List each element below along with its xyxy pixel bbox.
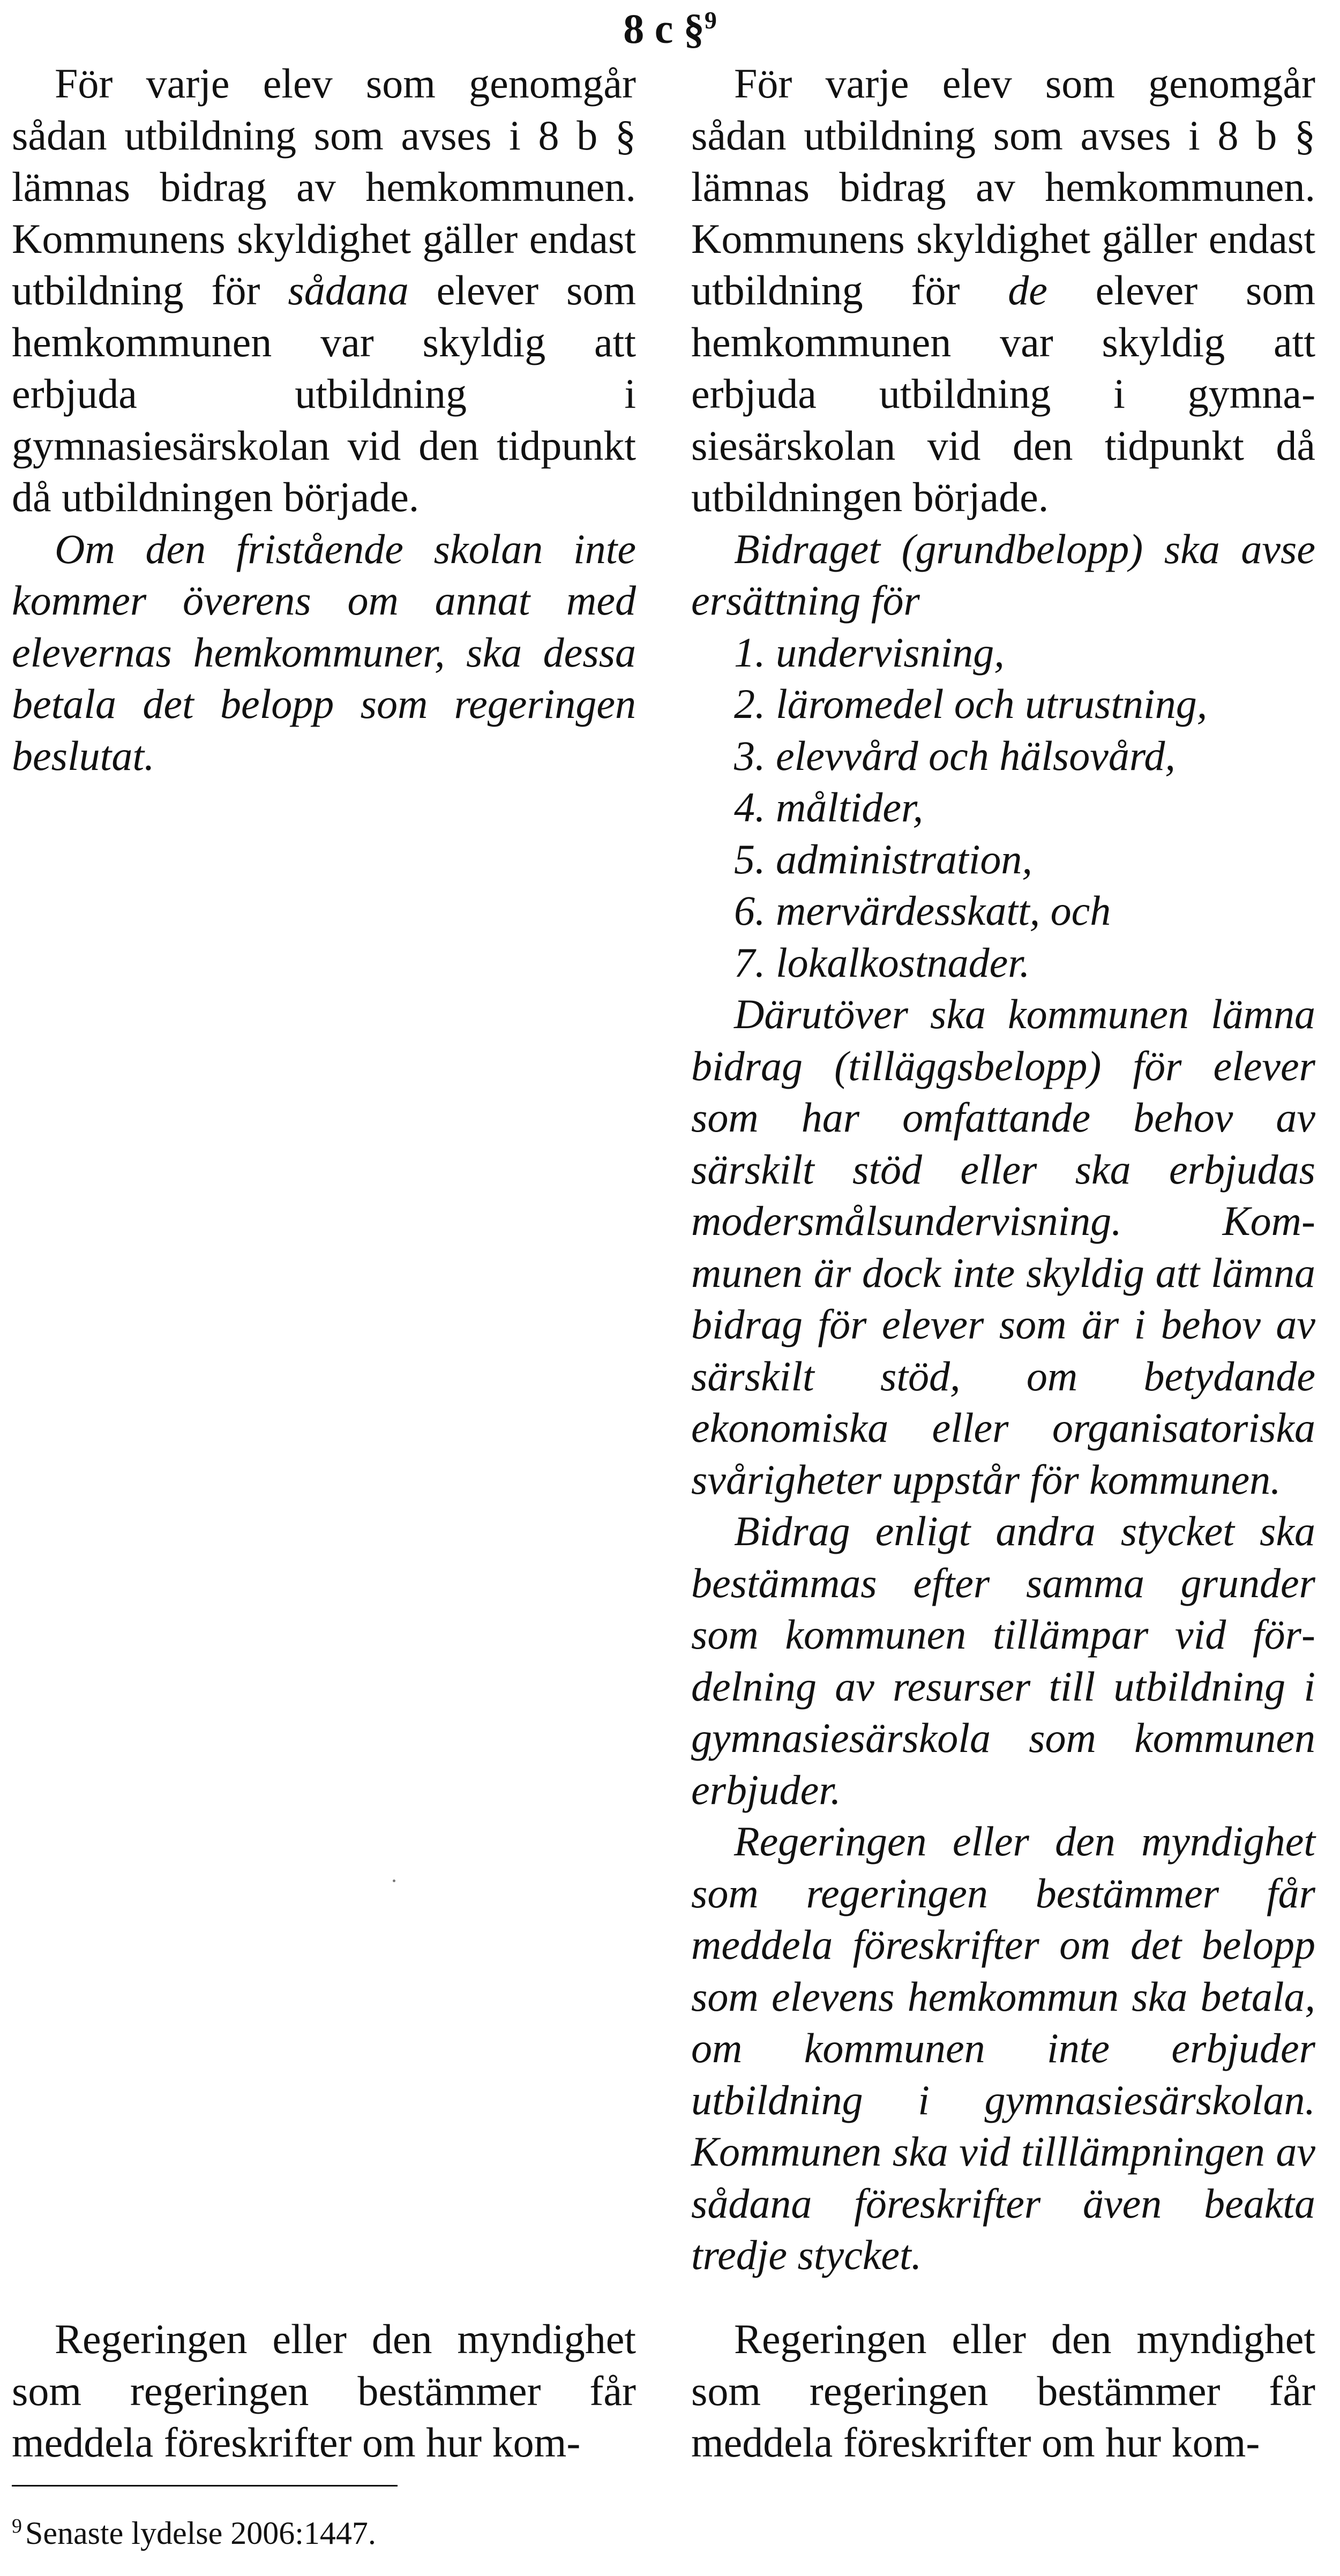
list-item: 3. elevvård och hälsovård, xyxy=(734,732,1176,779)
list-item: 2. läromedel och utrustning, xyxy=(734,680,1208,727)
left-column-current-text xyxy=(12,58,636,782)
list-item: 4. måltider, xyxy=(734,784,924,830)
footnote-text: Senaste lydelse 2006:1447. xyxy=(25,2515,376,2551)
right-column-proposed-text xyxy=(691,58,1315,2281)
footnote xyxy=(12,2514,376,2552)
left-bottom-paragraph-block xyxy=(12,2313,636,2469)
right-paragraph-5: Regeringen eller den myndighet som regeringen bestämmer får meddela föreskrifter om det belopp som elevens hemkommun ska betala, om kommunen inte erbjuder utbildning i gymnasiesärskolan. Kommunen ska vid tilllämpningen av sådana föreskrifter även beakta tredje stycket. xyxy=(691,1818,1315,2278)
right-paragraph-4: Bidrag enligt andra stycket ska bestämmas efter samma grunder som kommunen tillämpar vid fördelning av resurser till utbildning i gymnasiesärskola som kommunen erbjuder. xyxy=(691,1508,1315,1813)
right-paragraph-3: Därutöver ska kommunen lämna bidrag (tilläggsbelopp) för elever som har omfattande behov av särskilt stöd eller ska erbjudas modersmålsundervisning. Kommunen är dock inte skyldig att lämna bidrag för elever som är i behov av särskilt stöd, om betydande ekonomiska eller organisatoriska svårigheter uppstår för kommunen. xyxy=(691,991,1315,1503)
list-item: 6. mervärdesskatt, och xyxy=(734,887,1111,934)
scan-speck xyxy=(393,1879,395,1882)
left-italic-emphasis: sådana xyxy=(288,267,409,313)
section-number: 8 c § xyxy=(623,5,705,52)
list-item: 1. undervisning, xyxy=(734,628,1005,676)
left-bottom-paragraph: Regeringen eller den myndighet som regeringen bestämmer får meddela föreskrifter om hur kom- xyxy=(12,2316,636,2466)
right-bottom-paragraph: Regeringen eller den myndighet som regeringen bestämmer får meddela föreskrifter om hur kom- xyxy=(691,2316,1315,2466)
section-heading xyxy=(0,4,1340,54)
footnote-reference: 9 xyxy=(704,6,717,34)
right-bottom-paragraph-block xyxy=(691,2313,1315,2469)
footnote-mark: 9 xyxy=(12,2515,22,2537)
left-paragraph-2: Om den fristående skolan inte kommer överens om annat med elevernas hemkommuner, ska dessa betala det belopp som regeringen beslutat. xyxy=(12,525,636,779)
list-item: 7. lokalkostnader. xyxy=(734,939,1030,986)
list-item: 5. administration, xyxy=(734,835,1032,882)
footnote-divider xyxy=(12,2485,398,2487)
right-paragraph-1: För varje elev som genomgår sådan utbildning som avses i 8 b § lämnas bidrag av hemkommunen. Kommunens skyldighet gäller endast utbildning för de elever som hemkommunen var skyldig att erbjuda utbildning i gymnasiesärskolan vid den tidpunkt då utbildningen började. xyxy=(691,60,1315,520)
compensation-list xyxy=(691,627,1315,989)
left-paragraph-1: För varje elev som genomgår sådan utbildning som avses i 8 b § lämnas bidrag av hemkommunen. Kommunens skyldighet gäller endast utbildning för sådana elever som hemkommunen var skyldig att erbjuda utbildning i gymnasiesärskolan vid den tidpunkt då utbildningen började. xyxy=(12,60,636,520)
right-italic-emphasis: de xyxy=(1008,267,1047,313)
right-paragraph-2: Bidraget (grundbelopp) ska avse ersättning för xyxy=(691,525,1315,624)
